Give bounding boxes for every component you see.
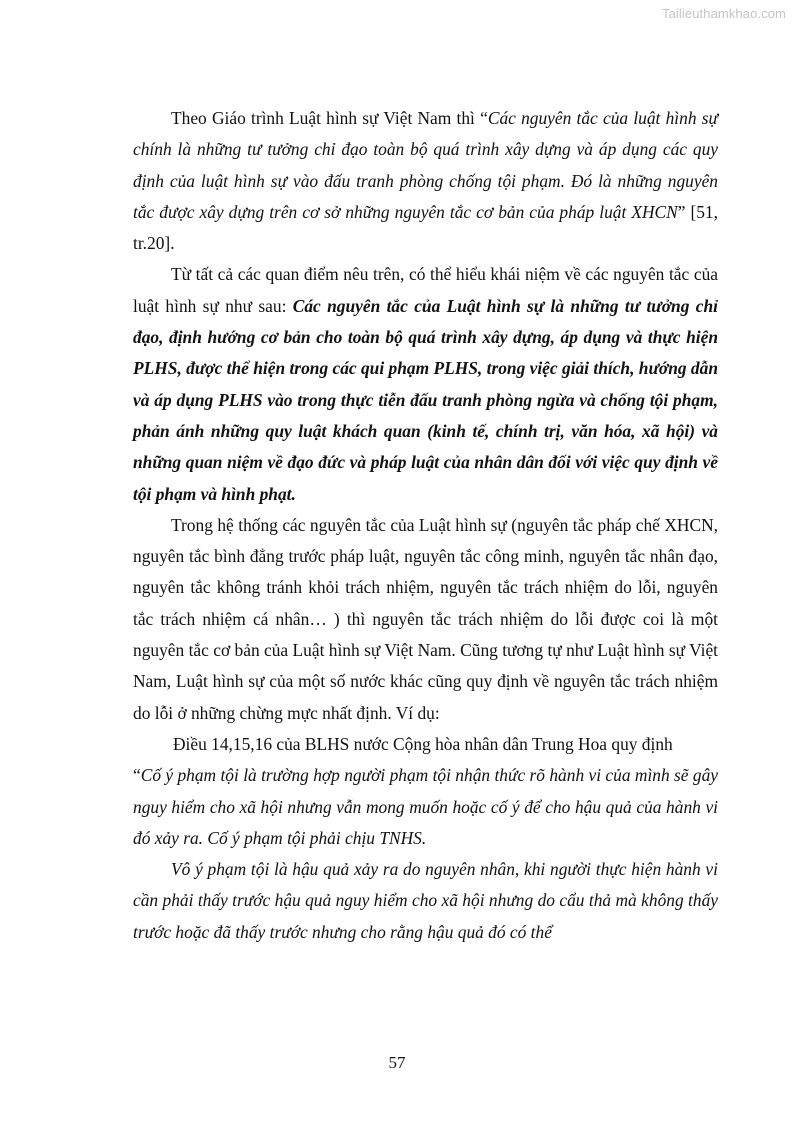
document-body	[133, 103, 718, 948]
open-quote: “	[133, 765, 141, 786]
page-number: 57	[388, 1053, 406, 1072]
intentional-crime-text: Cố ý phạm tội là trường hợp người phạm tội nhận thức rõ hành vi của mình sẽ gây nguy hiểm cho xã hội nhưng vẫn mong muốn hoặc cố ý để cho hậu quả của hành vi đó xảy ra. Cố ý phạm tội phải chịu TNHS.	[133, 765, 718, 848]
paragraph-textbook-definition	[133, 103, 718, 259]
paragraph-negligent-crime: Vô ý phạm tội là hậu quả xảy ra do nguyên nhân, khi người thực hiện hành vi cần phải thấy trước hậu quả nguy hiểm cho xã hội nhưng do cẩu thả mà không thấy trước hoặc đã thấy trước nhưng cho rằng hậu quả đó có thể	[133, 859, 718, 942]
paragraph-intentional-crime	[133, 760, 718, 854]
paragraph-china-code: Điều 14,15,16 của BLHS nước Cộng hòa nhân dân Trung Hoa quy định	[173, 733, 673, 754]
textbook-quote: Các nguyên tắc của luật hình sự chính là những tư tưởng chỉ đạo toàn bộ quá trình xây dựng và áp dụng các quy định của luật hình sự vào đấu tranh phòng chống tội phạm. Đó là những nguyên tắc được xây dựng trên cơ sở những nguyên tắc cơ bản của pháp luật XHCN	[133, 108, 718, 222]
paragraph-lead: Theo Giáo trình Luật hình sự Việt Nam thì “	[171, 108, 488, 128]
paragraph-lead: Từ tất cả các quan điểm nêu trên, có thể hiểu khái niệm về các nguyên tắc của luật hình sự như sau:	[133, 264, 718, 316]
paragraph-concept	[133, 259, 718, 509]
watermark-text: Tailieuthamkhao.com	[661, 6, 786, 21]
citation: ” [51, tr.20].	[133, 201, 718, 254]
principle-definition: Các nguyên tắc của Luật hình sự là những tư tưởng chỉ đạo, định hướng cơ bản cho toàn bộ quá trình xây dựng, áp dụng và thực hiện PLHS, được thể hiện trong các qui phạm PLHS, trong việc giải thích, hướng dẫn và áp dụng PLHS vào trong thực tiễn đấu tranh phòng ngừa và chống tội phạm, phản ánh những quy luật khách quan (kinh tế, chính trị, văn hóa, xã hội) và những quan niệm về đạo đức và pháp luật của nhân dân đối với việc quy định về tội phạm và hình phạt.	[133, 295, 718, 504]
paragraph-principles-system: Trong hệ thống các nguyên tắc của Luật hình sự (nguyên tắc pháp chế XHCN, nguyên tắc bình đẳng trước pháp luật, nguyên tắc công minh, nguyên tắc nhân đạo, nguyên tắc không tránh khỏi trách nhiệm, nguyên tắc trách nhiệm do lỗi, nguyên tắc trách nhiệm cá nhân… ) thì nguyên tắc trách nhiệm do lỗi được coi là một nguyên tắc cơ bản của Luật hình sự Việt Nam. Cũng tương tự như Luật hình sự Việt Nam, Luật hình sự của một số nước khác cũng quy định về nguyên tắc trách nhiệm do lỗi ở những chừng mực nhất định. Ví dụ:	[133, 514, 718, 723]
